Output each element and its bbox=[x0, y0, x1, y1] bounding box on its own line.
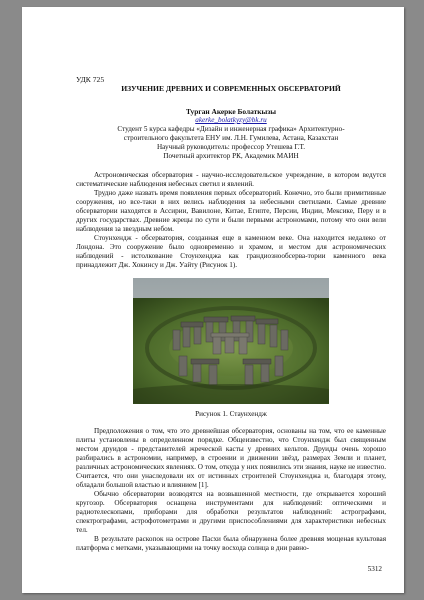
figure-caption: Рисунок 1. Стаунхендж bbox=[195, 410, 267, 418]
affiliation-line: строительного факультета ЕНУ им. Л.Н. Гумилева, Астана, Казахстан bbox=[123, 134, 339, 142]
udc-code: УДК 725 bbox=[76, 75, 105, 84]
body-paragraph: Астрономическая обсерватория - научно-исследовательское учреждение, в котором ведутся систематические наблюдения небесных светил и явлений. bbox=[76, 171, 386, 188]
article-body bbox=[76, 75, 386, 553]
body-paragraph: Стоунхендж - обсерватория, созданная еще в каменном веке. Она находится недалеко от Лондона. Это сооружение было одновременно и храмом, и местом для астрономических наблюдений - истолкование Стоунхенджа как грандиознообсерва-тории каменного века принадлежит Дж. Хокинсу и Дж. Уайту (Рисунок 1). bbox=[76, 234, 386, 269]
body-paragraph: Предположения о том, что это древнейшая обсерватория, основаны на том, что ее каменные плиты установлены в определенном порядке. Общеизвестно, что Стоунхендж был священным местом друидов - представителей жреческой касты у древних кельтов. Друиды очень хорошо разбирались в астрономии, например, в строении и движении звёзд, размерах Земли и планет, различных астрономических явлениях. О том, откуда у них появились эти знания, науке не известно. Считается, что они унаследовали их от истинных строителей Стоунхенджа и, благодаря этому, обладали большой властью и влиянием [1]. bbox=[76, 427, 386, 489]
document-page bbox=[22, 7, 404, 593]
affiliation-line: Студент 5 курса кафедры «Дизайн и инженерная графика» Архитектурно- bbox=[117, 125, 345, 133]
body-paragraph: В результате раскопок на острове Пасхи была обнаружена более древняя мощеная культовая платформа с метками, указывающими на точку восхода солнца в дни равно- bbox=[76, 535, 386, 552]
supervisor-title-line: Почетный архитектор РК, Академик МАИН bbox=[163, 152, 299, 160]
author-email-link[interactable]: akerke_bolatkyzy@bk.ru bbox=[195, 116, 267, 124]
author-name: Турган Акерке Болаткызы bbox=[185, 107, 277, 116]
body-paragraph: Обычно обсерватории возводятся на возвышенной местности, где открывается хороший кругозор. Обсерватория оснащена инструментами для наблюдений: оптическими и радиотелескопами, приборами для обработки результатов наблюдений: астрографами, спектрографами, астрофотометрами и другими приспособлениями для характеристики небесных тел. bbox=[76, 490, 386, 534]
body-paragraph: Трудно даже назвать время появления первых обсерваторий. Конечно, это были примитивные сооружения, но все-таки в них велись наблюдения за небесными светилами. Самые древние обсерватории находятся в Ассирии, Вавилоне, Китае, Египте, Персии, Индии, Мексике, Перу и в других государствах. Древние жрецы по сути и были первыми астрономами, потому что они вели наблюдения за звездным небом. bbox=[76, 189, 386, 233]
article-title: ИЗУЧЕНИЕ ДРЕВНИХ И СОВРЕМЕННЫХ ОБСЕРВАТОРИЙ bbox=[121, 84, 341, 93]
page-number: 5312 bbox=[367, 565, 382, 573]
stonehenge-photo bbox=[133, 278, 329, 404]
supervisor-line: Научный руководитель: профессор Утешева Г.Т. bbox=[156, 143, 306, 151]
